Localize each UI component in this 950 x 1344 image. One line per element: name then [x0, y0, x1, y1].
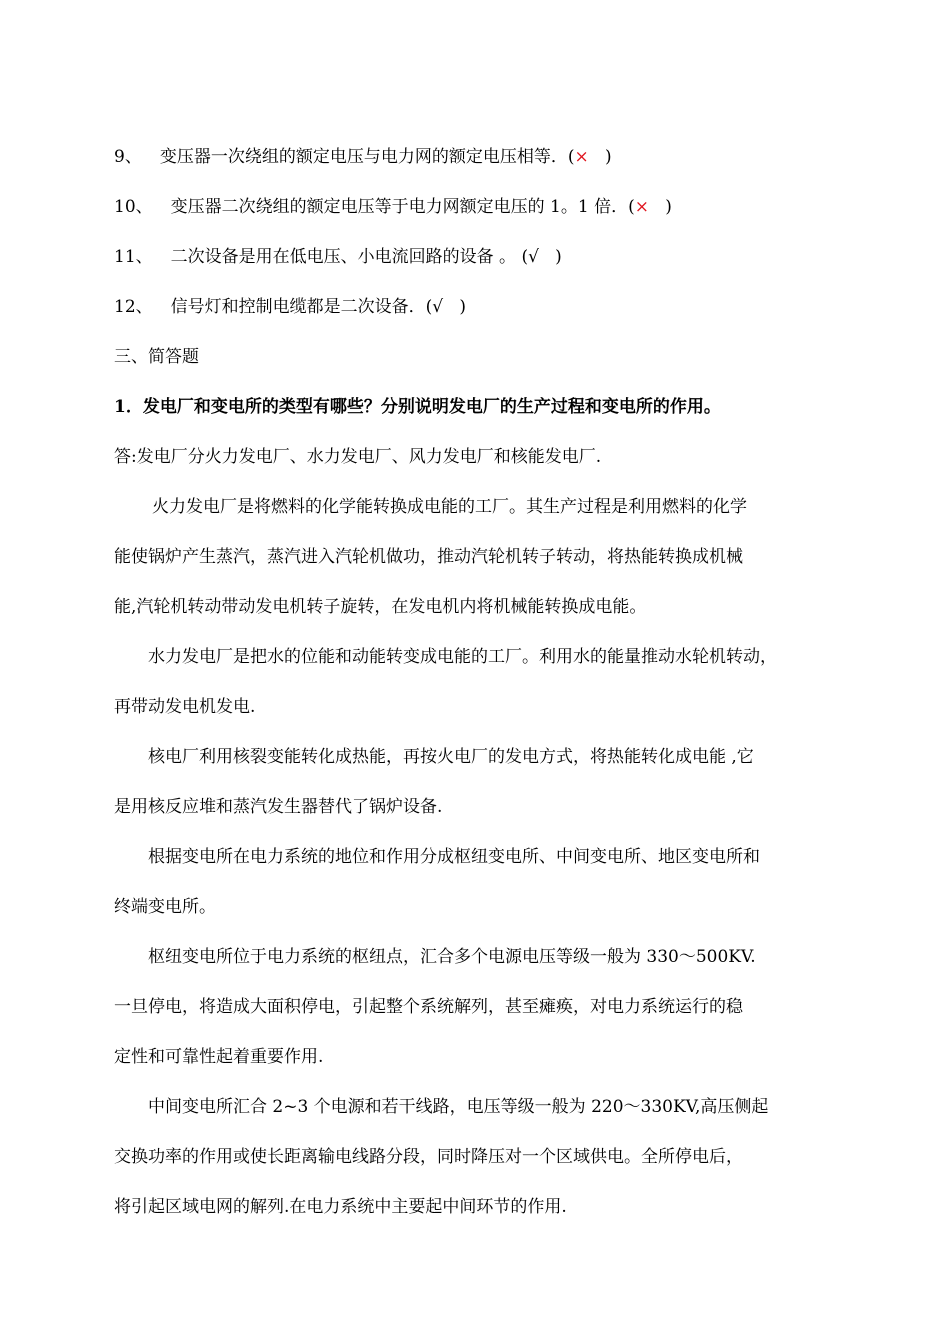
item-close: )	[604, 147, 612, 167]
answer-line: 根据变电所在电力系统的地位和作用分成枢纽变电所、中间变电所、地区变电所和	[148, 847, 760, 867]
answer-line: 能使锅炉产生蒸汽，蒸汽进入汽轮机做功，推动汽轮机转子转动，将热能转换成机械	[114, 547, 743, 567]
answer-line: 一旦停电，将造成大面积停电，引起整个系统解列，甚至瘫痪，对电力系统运行的稳	[114, 997, 743, 1017]
answer-line: 水力发电厂是把水的位能和动能转变成电能的工厂。利用水的能量推动水轮机转动，	[148, 647, 777, 667]
wrong-mark-icon: ×	[634, 197, 649, 217]
wrong-mark-icon: ×	[574, 147, 589, 167]
answer-line: 火力发电厂是将燃料的化学能转换成电能的工厂。其生产过程是利用燃料的化学	[152, 497, 747, 517]
item-close: )	[459, 297, 466, 317]
item-number: 9、	[114, 147, 142, 167]
question-heading: 1．发电厂和变电所的类型有哪些？分别说明发电厂的生产过程和变电所的作用。	[114, 397, 721, 417]
item-close: )	[555, 247, 562, 267]
answer-line: 再带动发电机发电.	[114, 697, 256, 717]
answer-line: 交换功率的作用或使长距离输电线路分段，同时降压对一个区域供电。全所停电后，	[114, 1147, 743, 1167]
item-number: 10、	[114, 197, 153, 217]
item-text: 二次设备是用在低电压、小电流回路的设备 。 (	[170, 247, 529, 267]
judgment-item-10	[114, 195, 672, 219]
item-text: 变压器一次绕组的额定电压与电力网的额定电压相等．(	[159, 147, 575, 167]
item-text: 信号灯和控制电缆都是二次设备．(	[170, 297, 433, 317]
judgment-item-11	[114, 245, 562, 269]
judgment-item-9	[114, 145, 612, 169]
judgment-item-12	[114, 295, 466, 319]
section-title: 三、简答题	[114, 347, 199, 367]
answer-line: 是用核反应堆和蒸汽发生器替代了锅炉设备.	[114, 797, 443, 817]
answer-line: 答:发电厂分火力发电厂、水力发电厂、风力发电厂和核能发电厂.	[114, 447, 602, 467]
answer-line: 定性和可靠性起着重要作用.	[114, 1047, 324, 1067]
item-number: 12、	[114, 297, 153, 317]
answer-line: 能,汽轮机转动带动发电机转子旋转，在发电机内将机械能转换成电能。	[114, 597, 647, 617]
answer-line: 中间变电所汇合 2~3 个电源和若干线路，电压等级一般为 220～330KV,高压侧起	[148, 1097, 769, 1117]
answer-line: 核电厂利用核裂变能转化成热能，再按火电厂的发电方式，将热能转化成电能 ,它	[148, 747, 754, 767]
answer-line: 枢纽变电所位于电力系统的枢纽点，汇合多个电源电压等级一般为 330～500KV.	[148, 947, 756, 967]
answer-line: 终端变电所。	[114, 897, 216, 917]
check-mark-icon: √	[432, 297, 444, 317]
check-mark-icon: √	[528, 247, 539, 267]
item-close: )	[665, 197, 672, 217]
item-number: 11、	[114, 247, 153, 267]
item-text: 变压器二次绕组的额定电压等于电力网额定电压的 1。1 倍．(	[170, 197, 635, 217]
answer-line: 将引起区域电网的解列.在电力系统中主要起中间环节的作用.	[114, 1197, 567, 1217]
